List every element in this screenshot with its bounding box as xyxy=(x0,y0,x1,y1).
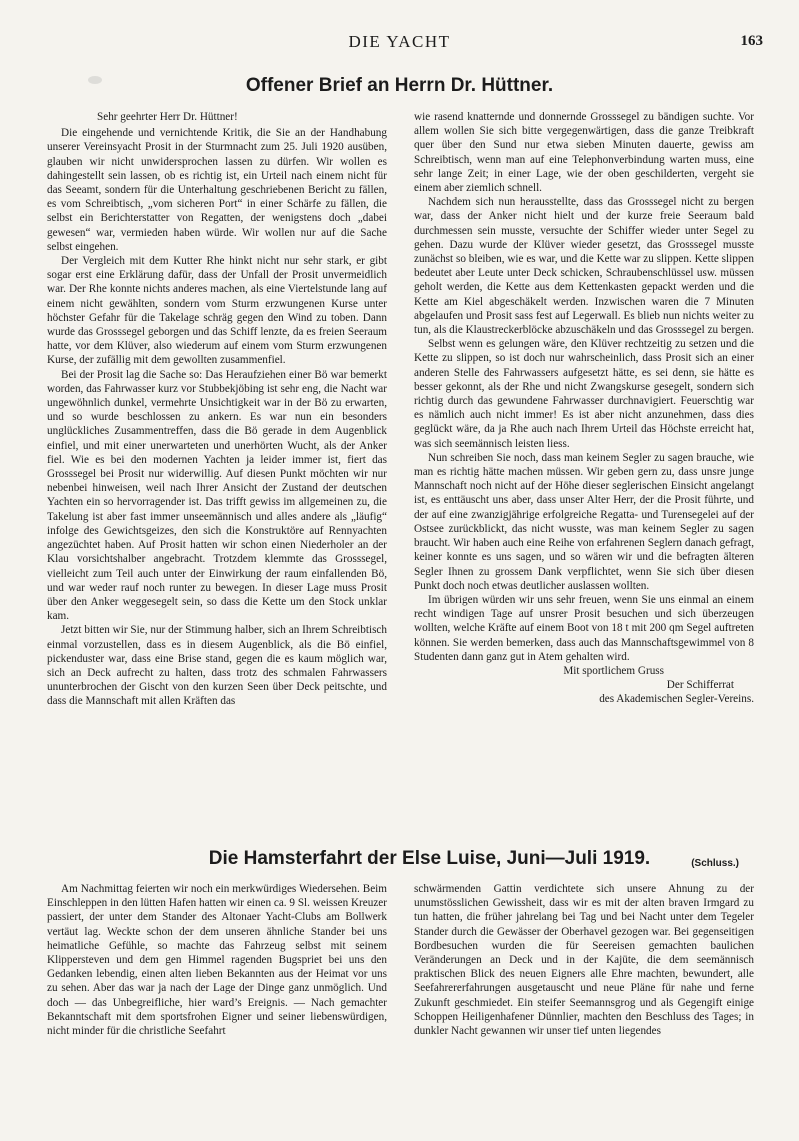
article1-title: Offener Brief an Herrn Dr. Hüttner. xyxy=(245,75,554,96)
article2-right-column xyxy=(414,882,754,1132)
salutation: Sehr geehrter Herr Dr. Hüttner! xyxy=(97,111,238,123)
paragraph: Nun schreiben Sie noch, dass man keinem Segler zu sagen brauche, wie man es richtig hätte machen müssen. Wir geben gern zu, dass unsre junge Mannschaft noch nicht auf der Höhe dieser seglerischen Einsicht angelangt ist, es enttäuscht uns aber, dass unser Alter Herr, der die Prosit führte, und der auf eine zwanzigjährige erfolgreiche Regatta- und Turensegelei auf der Ostsee zurückblickt, das nicht wusste, was man keinem Segler zu sagen braucht. Wir haben auch eine Reihe von erfahrenen Seglern danach gefragt, keiner konnte es uns sagen, und so wären wir und die befragten älteren Segler Ihnen zu grossem Dank verpflichtet, wenn Sie sich über diesen Punkt doch noch etwas deutlicher auslassen wollten. xyxy=(414,451,754,592)
paragraph: Im übrigen würden wir uns sehr freuen, wenn Sie uns einmal an einem recht windigen Tage auf unsrer Prosit besuchen und sich überzeugen wollten, welche Kräfte auf einem Boot von 18 t mit 200 qm Segel auftreten können. Sie werden bemerken, dass auch das Mannschaftsgewimmel von 8 Studenten dann ganz gut in Atem gehalten wird. xyxy=(414,593,754,663)
signature-block xyxy=(414,664,754,706)
article2-title: Die Hamsterfahrt der Else Luise, Juni—Juli 1919. xyxy=(208,848,651,869)
paragraph: Die eingehende und vernichtende Kritik, die Sie an der Handhabung unserer Vereinsyacht Prosit in der Sturmnacht zum 25. Juli 1920 ausüben, glauben wir nicht unwidersprochen lassen zu dürfen. Wir wollen es dahingestellt sein lassen, ob es richtig ist, ein Urteil nach einem nicht für das Seeamt, sondern für die Unterhaltung geschriebenen Bericht zu fällen, es vom Schreibtisch, „vom sicheren Port“ in einer Schärfe zu fällen, die selbst ein Berichterstatter von Regatten, der wenigstens doch „dabei gewesen“ war, vermieden haben würde. Wir wollen nur auf die Sache selbst eingehen. xyxy=(47,127,387,253)
article2-left-column xyxy=(47,882,387,1132)
continuation-note: (Schluss.) xyxy=(691,858,739,869)
paragraph: wie rasend knatternde und donnernde Grosssegel zu bändigen suchte. Vor allem wollen Sie sich bitte vergegenwärtigen, dass die ganze Treibkraft quer über den Sund nur etwa sieben Minuten dauerte, gewiss am Schreibtisch, wenn man auf eine Telephonverbindung warten muss, eine sehr lange Zeit; in einer Lage, wie der oben geschilderten, vergeht sie einem aber ziemlich schnell. xyxy=(414,111,754,195)
signature-line: des Akademischen Segler-Vereins. xyxy=(599,692,754,705)
paragraph: Am Nachmittag feierten wir noch ein merkwürdiges Wiedersehen. Beim Einschleppen in den lütten Hafen hatten wir einen ca. 9 Sl. weissen Kreuzer passiert, der unter dem Stander des Altonaer Yacht-Clubs am Bollwerk vertäut lag. Weckte schon der dem unseren ähnliche Stander bei uns heimatliche Gefühle, so machte das Fahrzeug selbst mit seinem Klippersteven und dem gen Himmel ragenden Bugspriet bei uns den Gedanken lebendig, einen alten lieben Bekannten aus der Heimat vor uns zu sehen. Aber das war ja nach der Lage der Dinge ganz unmöglich. Und doch — das Unbegreifliche, hier ward’s Ereignis. — Nach gemachter Bekanntschaft mit dem sportsfrohen Eigner und seiner liebenswürdigen, nicht minder für die christliche Seefahrt xyxy=(47,883,387,1038)
paragraph: schwärmenden Gattin verdichtete sich unsere Ahnung zu der unumstösslichen Gewissheit, dass wir es mit der alten braven Irmgard zu tun hatten, die früher jahrelang bei Tag und bei Nacht unter dem Tegeler Stander durch die Gewässer der Oberhavel gezogen war. Bei gegenseitigen Bordbesuchen wurden die für Seereisen gemachten baulichen Veränderungen an Deck und in der Kajüte, die dem seemännisch praktischen Blick des neuen Eigners alle Ehre machten, bewundert, alle Seefahrererfahrungen ausgetauscht und neue Pläne für nahe und ferne Zukunft geschmiedet. Ein steifer Seemannsgrog und als Gegengift einige Schoppen Heiligenhafener Dünnlier, machten den Beschluss des Tages; in dunkler Nacht gewannen wir unser tief unten liegendes xyxy=(414,883,754,1038)
page-number: 163 xyxy=(740,33,763,49)
article2-header xyxy=(0,848,799,870)
running-title: DIE YACHT xyxy=(348,32,451,51)
closing: Mit sportlichem Gruss xyxy=(563,664,664,677)
paragraph: Nachdem sich nun herausstellte, dass das Grosssegel nicht zu bergen war, dass der Anker nicht hielt und der kurze freie Seeraum bald durchmessen sein musste, versuchte der Schiffer wieder unter Segel zu gehen. Dazu wurde der Klüver wieder gesetzt, das Grosssegel musste zunächst so bleiben, wie es war, und die Kette war zu slippen. Kette slippen bedeutet aber Leute unter Deck schicken, Schraubenschlüssel usw. müssen geholt werden, die Kette aus dem Kettenkasten gepackt werden und die Kette am Kiel abgeschäkelt werden. Inzwischen waren die 7 Minuten abgelaufen und Prosit sass fest auf Legerwall. Es blieb nun nichts weiter zu tun, als die Klaustreckerblöcke abzuschäkeln und das Grosssegel zu bergen. xyxy=(414,196,754,337)
paragraph: Der Vergleich mit dem Kutter Rhe hinkt nicht nur sehr stark, er gibt sogar erst eine Erklärung dafür, dass der Unfall der Prosit unvermeidlich war. Der Rhe konnte nichts anderes machen, als eine Viertelstunde lang auf einem nicht gewählten, sondern vom Sturm erzwungenen Kurse unter höchster Gefahr für die Takelage schräg gegen den Wind zu toben. Dann wurde das Grosssegel geborgen und das Schiff lenzte, da es freien Seeraum hatte, vor dem Klüver, also wiederum auf einem vom Sturm erzwungenen Kurse, der zufällig mit dem gewollten zusammenfiel. xyxy=(47,255,387,367)
article1-left-column xyxy=(47,110,387,822)
article1-right-column xyxy=(414,110,754,822)
paragraph: Bei der Prosit lag die Sache so: Das Heraufziehen einer Bö war bemerkt worden, das Fahrwasser kurz vor Stubbekjöbing ist sehr eng, die Nacht war ungewöhnlich dunkel, vermehrte Unsichtigkeit war in der Bö zu erwarten, und so wurde beschlossen zu ankern. Es war nun ein besonders unglückliches Zusammentreffen, dass die Bö gerade in dem Augenblick einfiel, und mit einer unerwarteten und unerhörten Wucht, als der Anker fiel. Wie es bei den modernen Yachten ja leider immer ist, fiert das Grosssegel bei Prosit nur widerwillig. Auf diesen Punkt möchten wir nur nebenbei hinweisen, weil nach Ihrer Ansicht der Zustand der deutschen Yachten ein so hervorragender ist. Das trifft gewiss im allgemeinen zu, die Takelung ist aber fast immer unseemännisch und alles andere als „läufig“ infolge des Gewichtsgeizes, den sich die Konstruktöre auf Rennyachten angezüchtet haben. Auf Prosit hatten wir schon einen Niederholer an der Klau vorsichtshalber angebracht. Trotzdem klemmte das Grosssegel, vielleicht zum Teil auch unter der Einwirkung der raum einfallenden Bö, und war weder rauf noch runter zu bewegen. In dieser Lage muss Prosit über den Anker weggesegelt sein, so dass die Kette um den Stock unklar kam. xyxy=(47,368,387,623)
signature-line: Der Schifferrat xyxy=(666,678,734,691)
paragraph: Jetzt bitten wir Sie, nur der Stimmung halber, sich an Ihrem Schreibtisch einmal vorzustellen, dass es in diesem Augenblick, als die Bö einfiel, pickenduster war, dass eine Brise stand, gegen die es kaum möglich war, sich an Deck aufrecht zu halten, dass trotz des schmalen Fahrwassers ununterbrochen der Gischt von den kurzen Seen über Deck peitschte, und dass die Mannschaft mit allen Kräften das xyxy=(47,624,387,708)
paragraph: Selbst wenn es gelungen wäre, den Klüver rechtzeitig zu setzen und die Kette zu slippen, so ist doch nur wahrscheinlich, dass Prosit sich an einer anderen Stelle des Fahrwassers aufgesetzt hätte, es sei denn, sie hätte es besser gekonnt, als der Rhe und nicht Zwangskurse gesegelt, sondern sich richtig durch das gewundene Fahrwasser durchnavigiert. Feuerschtig war es nämlich auch nicht immer! Es ist aber nicht anzunehmen, dass dies geglückt wäre, da ja Rhe auch nach Ihrem Urteil das Höchste erreicht hat, was sich seemännisch leisten liess. xyxy=(414,338,754,450)
